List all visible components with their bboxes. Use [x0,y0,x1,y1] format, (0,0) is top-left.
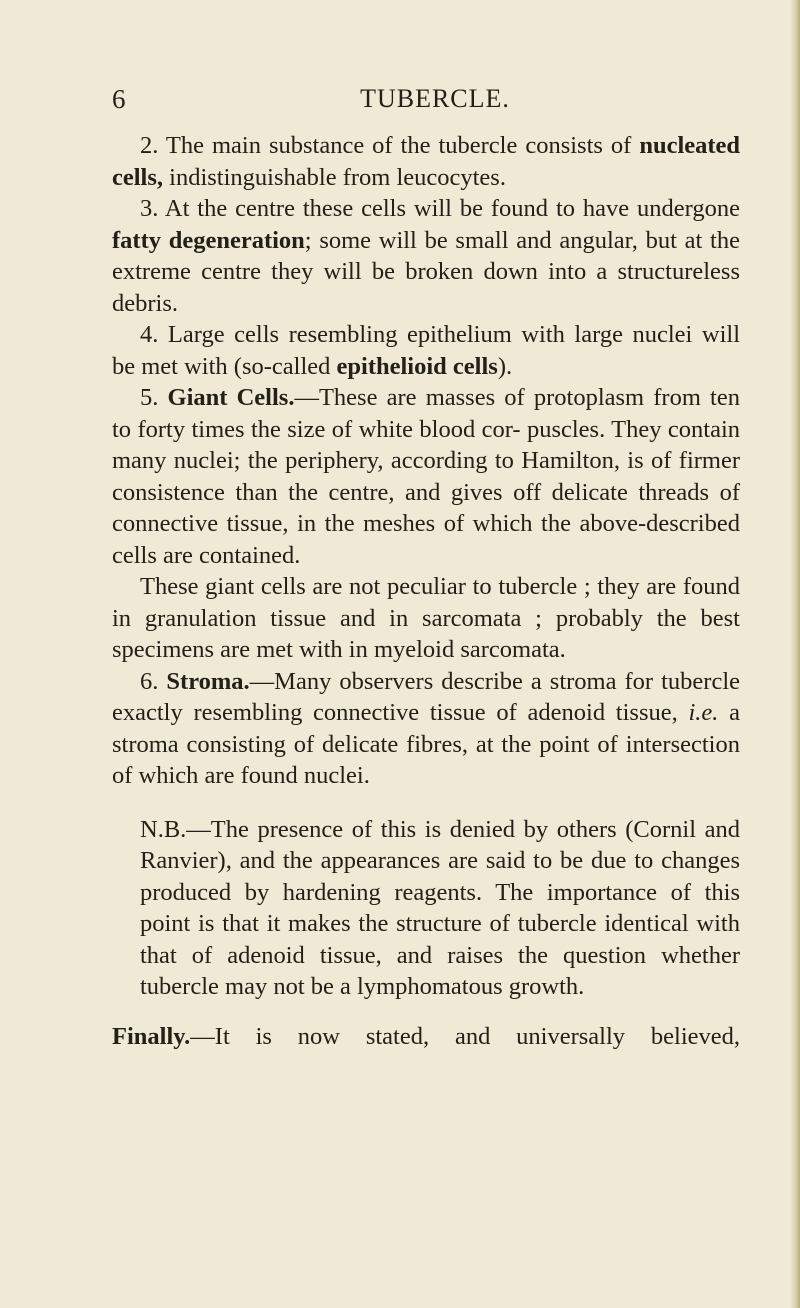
paragraph-finally [112,1021,740,1053]
paragraph-6 [112,666,740,792]
paragraph-text: The main substance of the tubercle consists of [165,132,632,159]
paragraph-text: —Many observers describe a stroma for tubercle exactly resembling connective tissue of adenoid tissue, [112,667,741,726]
paragraph-number: 6. [140,667,159,695]
body-text [112,130,740,1052]
bold-term: Finally. [112,1022,191,1050]
paragraph-text: Large cells resembling epithelium with large nuclei will be met with (so-called [112,321,740,380]
italic-term: i.e. [688,699,719,726]
paragraph-2 [112,130,740,193]
paragraph-text: a stroma consisting of delicate fibres, at the point of intersection of which are found nuclei. [112,699,741,789]
paragraph-text: —It is now stated, and universally believed, [190,1022,740,1050]
paragraph-number: 4. [140,321,159,348]
page-edge-shadow [790,0,800,1308]
bold-term: nucleated cells, [112,132,741,191]
note-label: N.B. [140,815,187,843]
note-text: —The presence of this is denied by others (Cornil and Ranvier), and the appearances are said to be due to changes produced by hardening reagents. The importance of this point is that it makes the structure of tubercle identical with that of adenoid tissue, and raises the question whether tubercle may not be a lymphomatous growth. [140,815,740,1000]
paragraph-3 [112,193,740,319]
paragraph-number: 3. [140,195,159,222]
paragraph-number: 2. [140,132,159,159]
page-header [112,84,758,118]
paragraph-text: indistinguishable from leucocytes. [169,163,506,191]
running-head: TUBERCLE. [360,84,510,113]
paragraph-5-continued [112,571,740,666]
nb-note [112,814,740,1003]
bold-term: epithelioid cells [336,352,498,380]
paragraph-5 [112,382,740,571]
paragraph-text: —These are masses of protoplasm from ten to forty times the size of white blood cor- puscles. They contain many nuclei; the periphery, according to Hamilton, is of firmer consistence than the centre, and gives off delicate threads of connective tissue, in the meshes of which the above-described cells are contained. [112,384,740,569]
page-number: 6 [112,84,126,114]
paragraph-4 [112,319,740,382]
paragraph-text: At the centre these cells will be found to have undergone [164,195,740,222]
paragraph-text: ). [497,352,513,380]
paragraph-number: 5. [140,384,159,411]
paragraph-text: These giant cells are not peculiar to tubercle ; they are found in granulation tissue and in sarcomata ; probably the best specimens are met with in myeloid sarcomata. [112,573,740,663]
bold-term: Giant Cells. [167,384,295,411]
paragraph-text: ; some will be small and angular, but at the extreme centre they will be broken down into a structureless debris. [112,226,740,317]
bold-term: fatty degeneration [112,226,305,254]
bold-term: Stroma. [166,667,250,695]
